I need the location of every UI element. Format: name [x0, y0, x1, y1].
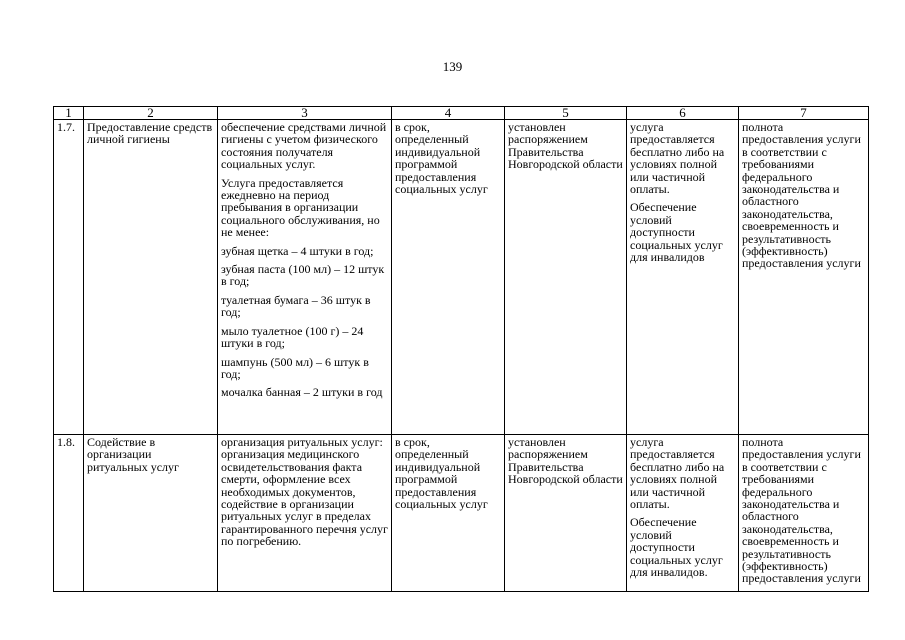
table-row [54, 435, 869, 592]
content-paragraph: организация ритуальных услуг: организация медицинского освидетельствования факта смерти, оформление всех необходимых документов, содействие в организации ритуальных услуг в пределах гарантированного перечня услуг по погребению. [221, 435, 388, 549]
header-col-2: 2 [84, 107, 218, 120]
service-conditions [627, 435, 739, 592]
table-header-row [54, 107, 869, 120]
table-row [54, 120, 869, 435]
row-number: 1.7. [54, 120, 84, 435]
content-paragraph: мочалка банная – 2 штуки в год [221, 385, 383, 400]
header-col-6: 6 [627, 107, 739, 120]
services-table [53, 106, 869, 592]
content-paragraph: зубная щетка – 4 штуки в год; [221, 243, 374, 258]
service-name: Предоставление средств личной гигиены [84, 120, 218, 435]
header-col-1: 1 [54, 107, 84, 120]
content-paragraph: шампунь (500 мл) – 6 штук в год; [221, 354, 369, 381]
service-tariff: установлен распоряжением Правительства Новгородской области [505, 120, 627, 435]
content-paragraph: зубная паста (100 мл) – 12 штук в год; [221, 262, 385, 289]
header-col-7: 7 [739, 107, 869, 120]
service-content [218, 120, 392, 435]
service-content [218, 435, 392, 592]
content-paragraph: туалетная бумага – 36 штук в год; [221, 292, 371, 320]
conditions-paragraph: услуга предоставляется бесплатно либо на условиях полной или частичной оплаты. [630, 120, 725, 197]
service-name: Содействие в организации ритуальных услуг [84, 435, 218, 592]
conditions-paragraph: Обеспечение условий доступности социальных услуг для инвалидов. [630, 515, 723, 580]
content-paragraph: мыло туалетное (100 г) – 24 штуки в год; [221, 323, 364, 351]
service-quality: полнота предоставления услуги в соответствии с требованиями федерального законодательства и областного законодательства, своевременность и результативность (эффективность) предоставления услуги [739, 435, 869, 592]
conditions-paragraph: Обеспечение условий доступности социальных услуг для инвалидов [630, 200, 723, 265]
header-col-5: 5 [505, 107, 627, 120]
service-quality: полнота предоставления услуги в соответствии с требованиями федерального законодательства и областного законодательства, своевременность и результативность (эффективность) предоставления услуги [739, 120, 869, 435]
service-conditions [627, 120, 739, 435]
service-tariff: установлен распоряжением Правительства Новгородской области [505, 435, 627, 592]
header-col-4: 4 [392, 107, 505, 120]
service-term: в срок, определенный индивидуальной программой предоставления социальных услуг [392, 120, 505, 435]
service-term: в срок, определенный индивидуальной программой предоставления социальных услуг [392, 435, 505, 592]
content-paragraph: Услуга предоставляется ежедневно на период пребывания в организации социального обслуживания, но не менее: [221, 175, 380, 240]
conditions-paragraph: услуга предоставляется бесплатно либо на условиях полной или частичной оплаты. [630, 435, 725, 512]
page-number: 139 [442, 59, 463, 74]
header-col-3: 3 [218, 107, 392, 120]
content-paragraph: обеспечение средствами личной гигиены с учетом физического состояния получателя социальных услуг. [221, 120, 387, 172]
row-number: 1.8. [54, 435, 84, 592]
